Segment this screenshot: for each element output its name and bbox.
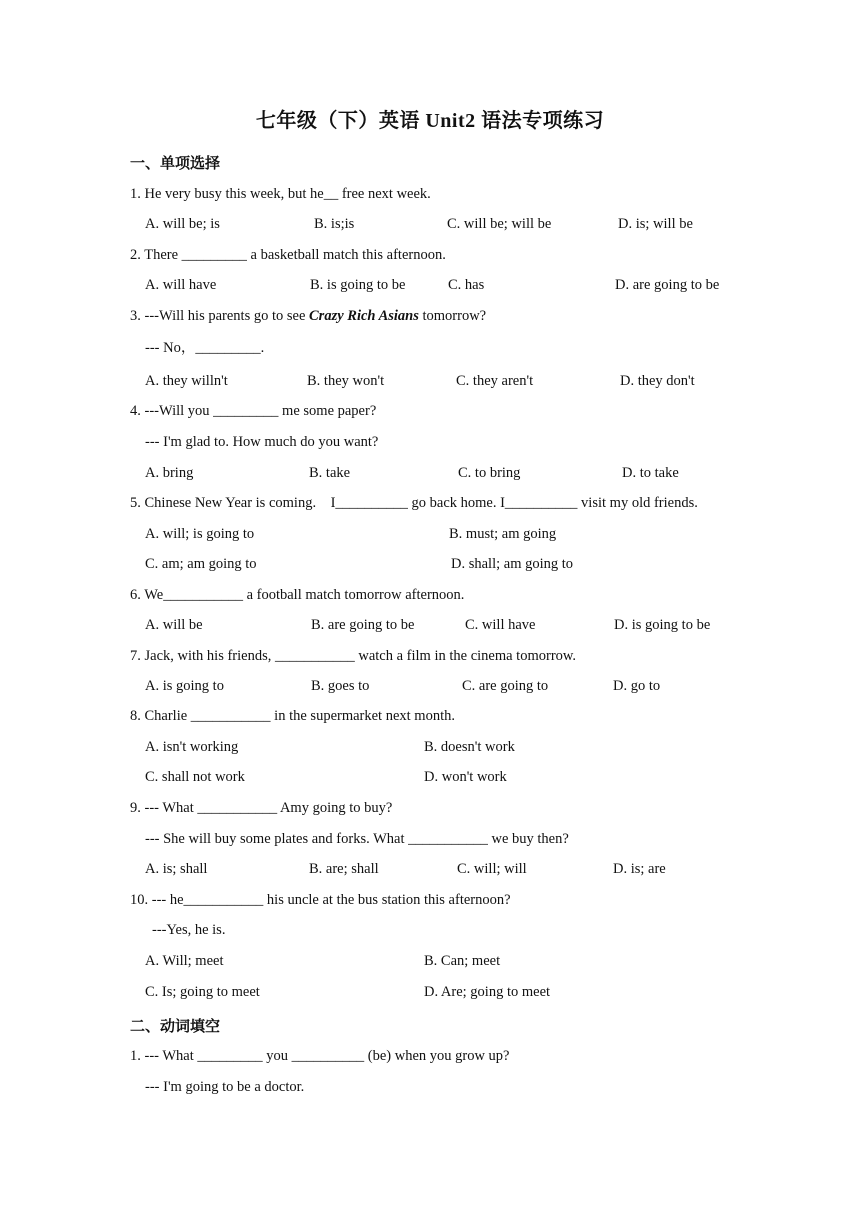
question-4: 4. ---Will you _________ me some paper? (130, 403, 377, 419)
q1-option-b: B. is;is (314, 216, 355, 232)
q7-option-c: C. are going to (462, 678, 549, 694)
question-5: 5. Chinese New Year is coming. I__________ go back home. I__________ visit my old friends. (130, 495, 698, 511)
q3-answer-line: --- No，_________. (145, 340, 265, 356)
q2-option-a: A. will have (145, 277, 217, 293)
q7-option-b: B. goes to (311, 678, 370, 694)
question-2: 2. There _________ a basketball match this afternoon. (130, 247, 446, 263)
q6-option-a: A. will be (145, 617, 203, 633)
q5-option-b: B. must; am going (449, 526, 557, 542)
q10-option-c: C. Is; going to meet (145, 984, 260, 1000)
question-3 (130, 309, 486, 324)
q4-option-c: C. to bring (458, 465, 521, 481)
q1-option-c: C. will be; will be (447, 216, 552, 232)
section-heading-verb-fill: 二、动词填空 (130, 1017, 221, 1035)
q10-option-b: B. Can; meet (424, 953, 501, 969)
q6-option-c: C. will have (465, 617, 536, 633)
q5-option-a: A. will; is going to (145, 526, 255, 542)
question-1: 1. He very busy this week, but he__ free next week. (130, 186, 431, 202)
q3-movie-title: Crazy Rich Asians (309, 308, 419, 324)
page-title: 七年级（下）英语 Unit2 语法专项练习 (255, 110, 605, 132)
q2-option-d: D. are going to be (615, 277, 720, 293)
q3-option-a: A. they willn't (145, 373, 228, 389)
q5-option-c: C. am; am going to (145, 556, 257, 572)
verb-q1-answer-line: --- I'm going to be a doctor. (145, 1079, 305, 1095)
q3-option-d: D. they don't (620, 373, 695, 389)
question-6: 6. We___________ a football match tomorrow afternoon. (130, 587, 465, 603)
q9-option-c: C. will; will (457, 861, 527, 877)
section-heading-multiple-choice: 一、单项选择 (130, 154, 221, 172)
q8-option-c: C. shall not work (145, 769, 245, 785)
q3-text-post: tomorrow? (418, 308, 487, 324)
question-10: 10. --- he___________ his uncle at the bus station this afternoon? (130, 892, 511, 908)
q2-option-c: C. has (448, 277, 485, 293)
q5-option-d: D. shall; am going to (451, 556, 574, 572)
question-8: 8. Charlie ___________ in the supermarket next month. (130, 708, 455, 724)
q1-option-a: A. will be; is (145, 216, 220, 232)
q8-option-d: D. won't work (424, 769, 507, 785)
q4-option-b: B. take (309, 465, 351, 481)
q7-option-a: A. is going to (145, 678, 224, 694)
q9-answer-line: --- She will buy some plates and forks. What ___________ we buy then? (145, 831, 569, 847)
q6-option-d: D. is going to be (614, 617, 711, 633)
q4-option-d: D. to take (622, 465, 679, 481)
question-7: 7. Jack, with his friends, ___________ watch a film in the cinema tomorrow. (130, 648, 577, 664)
q9-option-a: A. is; shall (145, 861, 208, 877)
q2-option-b: B. is going to be (310, 277, 406, 293)
q3-text-pre: 3. ---Will his parents go to see (130, 308, 310, 324)
verb-question-1: 1. --- What _________ you __________ (be) when you grow up? (130, 1048, 510, 1064)
q8-option-b: B. doesn't work (424, 739, 515, 755)
q3-option-b: B. they won't (307, 373, 385, 389)
q4-answer-line: --- I'm glad to. How much do you want? (145, 434, 379, 450)
q6-option-b: B. are going to be (311, 617, 415, 633)
q4-option-a: A. bring (145, 465, 194, 481)
q10-answer-line: ---Yes, he is. (152, 922, 226, 938)
q8-option-a: A. isn't working (145, 739, 239, 755)
q10-option-d: D. Are; going to meet (424, 984, 551, 1000)
q1-option-d: D. is; will be (618, 216, 693, 232)
question-9: 9. --- What ___________ Amy going to buy? (130, 800, 393, 816)
q3-option-c: C. they aren't (456, 373, 534, 389)
q7-option-d: D. go to (613, 678, 661, 694)
q9-option-d: D. is; are (613, 861, 666, 877)
q9-option-b: B. are; shall (309, 861, 379, 877)
q10-option-a: A. Will; meet (145, 953, 224, 969)
